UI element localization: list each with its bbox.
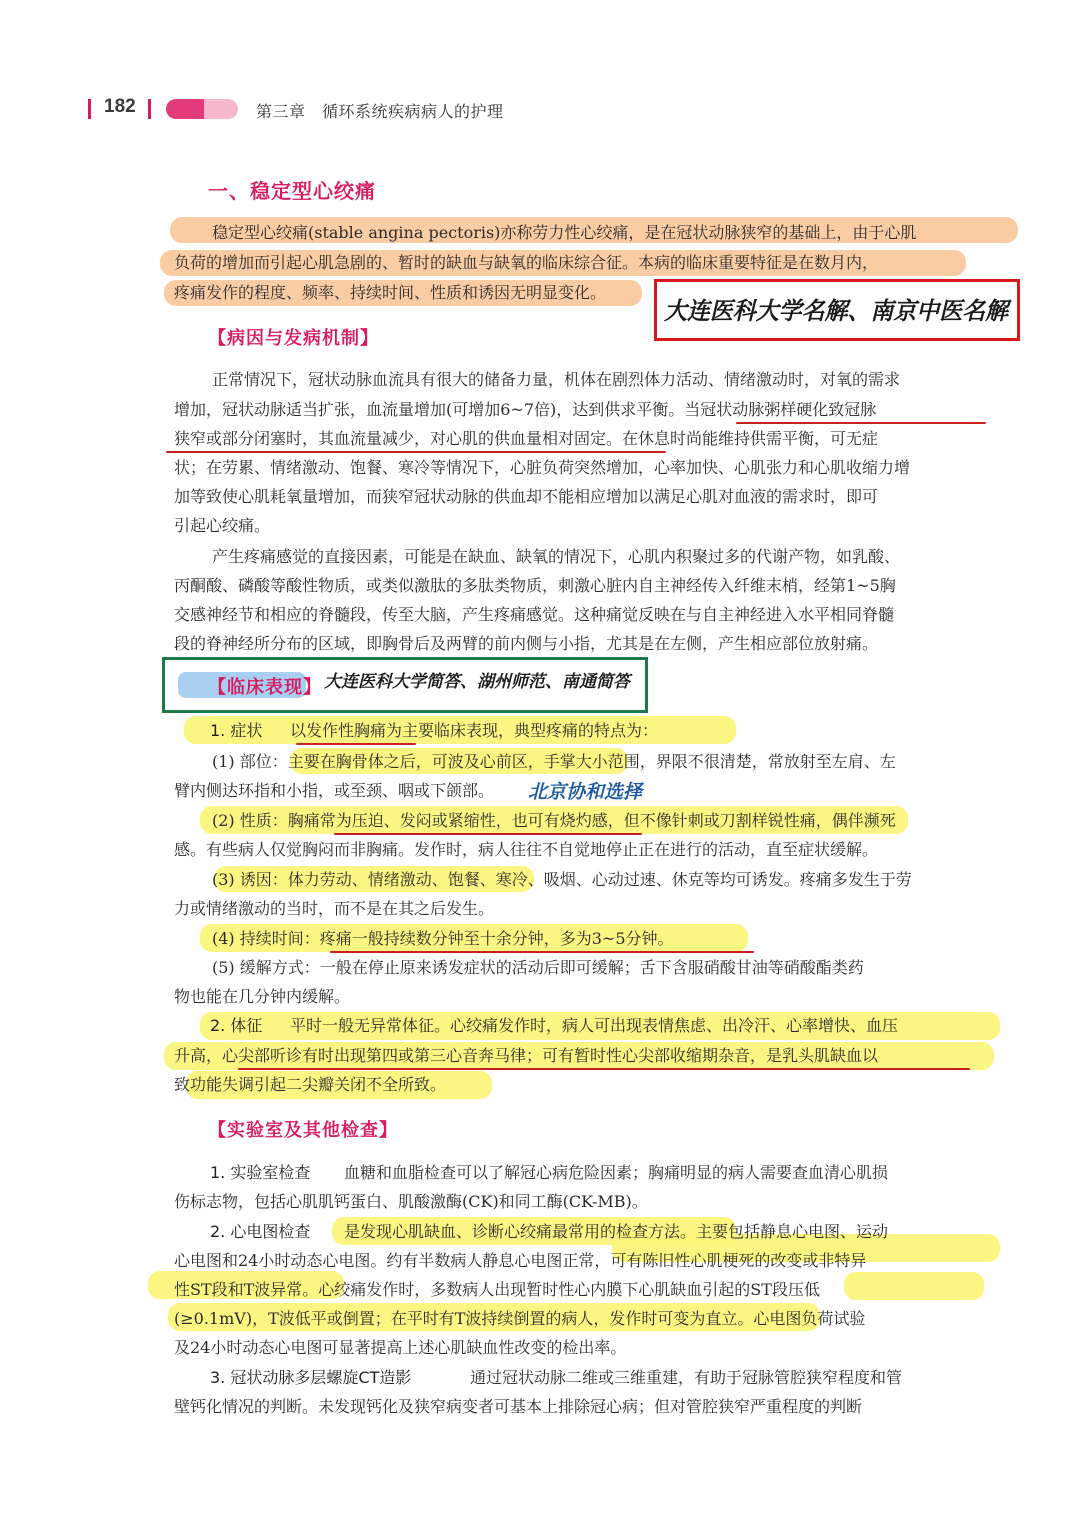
ecg-label: 2. 心电图检查 xyxy=(210,1222,311,1241)
etiology-line: 交感神经节和相应的脊髓段，传至大脑，产生疼痛感觉。这种痛觉反映在与自主神经进入水平相同脊髓 xyxy=(174,605,895,624)
etiology-line: 正常情况下，冠状动脉血流具有很大的储备力量，机体在剧烈体力活动、情绪激动时，对氧的需求 xyxy=(212,370,901,389)
underline-duration xyxy=(330,951,754,953)
intro-line: 负荷的增加而引起心肌急剧的、暂时的缺血与缺氧的临床综合征。本病的临床重要特征是在数月内， xyxy=(174,253,879,272)
clinical-line: (1) 部位：主要在胸骨体之后，可波及心前区，手掌大小范围，界限不很清楚，常放射至左肩、左 xyxy=(212,752,896,771)
lab-label: 1. 实验室检查 xyxy=(210,1163,311,1182)
annotation-nature: 北京协和选择 xyxy=(528,781,643,803)
etiology-line: 产生疼痛感觉的直接因素，可能是在缺血、缺氧的情况下，心肌内积聚过多的代谢产物，如乳酸、 xyxy=(212,547,901,566)
underline-symptom xyxy=(296,743,416,745)
clinical-heading: 【临床表现】 xyxy=(208,677,322,698)
ecg-line: 及24小时动态心电图可显著提高上述心肌缺血性改变的检出率。 xyxy=(174,1338,627,1357)
highlight-ecg-4 xyxy=(844,1272,984,1300)
intro-line: 疼痛发作的程度、频率、持续时间、性质和诱因无明显变化。 xyxy=(174,283,607,302)
sign-line: 升高，心尖部听诊有时出现第四或第三心音奔马律；可有暂时性心尖部收缩期杂音，是乳头肌缺血以 xyxy=(174,1046,879,1065)
lab-line: 血糖和血脂检查可以了解冠心病危险因素；胸痛明显的病人需要查血清心肌损 xyxy=(344,1163,889,1182)
etiology-line: 状；在劳累、情绪激动、饱餐、寒冷等情况下，心脏负荷突然增加，心率加快、心肌张力和心肌收缩力增 xyxy=(174,458,911,477)
sign-line: 平时一般无异常体征。心绞痛发作时，病人可出现表情焦虑、出冷汗、心率增快、血压 xyxy=(290,1016,899,1035)
clinical-line: (2) 性质：胸痛常为压迫、发闷或紧缩性，也可有烧灼感，但不像针刺或刀割样锐性痛，偶伴濒死 xyxy=(212,811,896,830)
page-number: 182 xyxy=(104,96,136,117)
symptom-label: 1. 症状 xyxy=(210,721,263,740)
ecg-line: 心电图和24小时动态心电图。约有半数病人静息心电图正常，可有陈旧性心肌梗死的改变或非特异 xyxy=(174,1251,867,1270)
header-pill-dark xyxy=(166,99,204,119)
ecg-line: (≥0.1mV)，T波低平或倒置；在平时有T波持续倒置的病人，发作时可变为直立。心电图负荷试验 xyxy=(174,1309,866,1328)
header-right-bar xyxy=(148,99,151,119)
clinical-line: (4) 持续时间：疼痛一般持续数分钟至十余分钟，多为3~5分钟。 xyxy=(212,929,674,948)
etiology-heading: 【病因与发病机制】 xyxy=(208,328,379,349)
header-left-bar xyxy=(88,99,91,119)
etiology-line: 增加，冠状动脉适当扩张，血流量增加(可增加6~7倍)，达到供求平衡。当冠状动脉粥样硬化致冠脉 xyxy=(174,400,877,419)
underline-etiology-1 xyxy=(736,422,986,424)
annotation-clinical: 大连医科大学简答、湖州师范、南通简答 xyxy=(324,672,630,692)
clinical-line: 臂内侧达环指和小指，或至颈、咽或下颌部。 xyxy=(174,781,495,800)
ct-line: 壁钙化情况的判断。未发现钙化及狭窄病变者可基本上排除冠心病；但对管腔狭窄严重程度的判断 xyxy=(174,1397,863,1416)
ct-line: 通过冠状动脉二维或三维重建，有助于冠脉管腔狭窄程度和管 xyxy=(470,1368,903,1387)
etiology-line: 狭窄或部分闭塞时，其血流量减少，对心肌的供血量相对固定。在休息时尚能维持供需平衡，可无症 xyxy=(174,429,879,448)
header-pill-light xyxy=(204,99,238,119)
underline-nature xyxy=(334,833,642,835)
etiology-line: 段的脊神经所分布的区域，即胸骨后及两臂的前内侧与小指，尤其是在左侧，产生相应部位放射痛。 xyxy=(174,634,879,653)
section-title: 一、稳定型心绞痛 xyxy=(208,179,376,203)
chapter-title: 第三章 循环系统疾病病人的护理 xyxy=(256,102,504,121)
etiology-line: 丙酮酸、磷酸等酸性物质，或类似激肽的多肽类物质，刺激心脏内自主神经传入纤维末梢，经第1~5胸 xyxy=(174,576,896,595)
clinical-line: (5) 缓解方式：一般在停止原来诱发症状的活动后即可缓解；舌下含服硝酸甘油等硝酸酯类药 xyxy=(212,958,864,977)
annotation-top: 大连医科大学名解、南京中医名解 xyxy=(664,297,1009,325)
clinical-line: 力或情绪激动的当时，而不是在其之后发生。 xyxy=(174,899,495,918)
etiology-line: 加等致使心肌耗氧量增加，而狭窄冠状动脉的供血却不能相应增加以满足心肌对血液的需求时，即可 xyxy=(174,487,879,506)
ecg-line: 性ST段和T波异常。心绞痛发作时，多数病人出现暂时性心内膜下心肌缺血引起的ST段压低 xyxy=(174,1280,820,1299)
sign-label: 2. 体征 xyxy=(210,1016,263,1035)
clinical-line: 感。有些病人仅觉胸闷而非胸痛。发作时，病人往往不自觉地停止正在进行的活动，直至症状缓解。 xyxy=(174,840,879,859)
intro-line: 稳定型心绞痛(stable angina pectoris)亦称劳力性心绞痛，是在冠状动脉狭窄的基础上，由于心肌 xyxy=(212,223,917,242)
ct-label: 3. 冠状动脉多层螺旋CT造影 xyxy=(210,1368,412,1387)
clinical-line: 物也能在几分钟内缓解。 xyxy=(174,987,351,1006)
etiology-line: 引起心绞痛。 xyxy=(174,516,271,535)
ecg-line: 是发现心肌缺血、诊断心绞痛最常用的检查方法。主要包括静息心电图、运动 xyxy=(344,1222,889,1241)
underline-sign xyxy=(238,1068,970,1070)
lab-heading: 【实验室及其他检查】 xyxy=(208,1120,398,1141)
symptom-text: 以发作性胸痛为主要临床表现，典型疼痛的特点为： xyxy=(290,721,659,740)
clinical-line: (3) 诱因：体力劳动、情绪激动、饱餐、寒冷、吸烟、心动过速、休克等均可诱发。疼痛多发生于劳 xyxy=(212,870,912,889)
sign-line: 致功能失调引起二尖瓣关闭不全所致。 xyxy=(174,1075,447,1094)
underline-etiology-2 xyxy=(166,451,666,453)
lab-line: 伤标志物，包括心肌肌钙蛋白、肌酸激酶(CK)和同工酶(CK-MB)。 xyxy=(174,1192,648,1211)
